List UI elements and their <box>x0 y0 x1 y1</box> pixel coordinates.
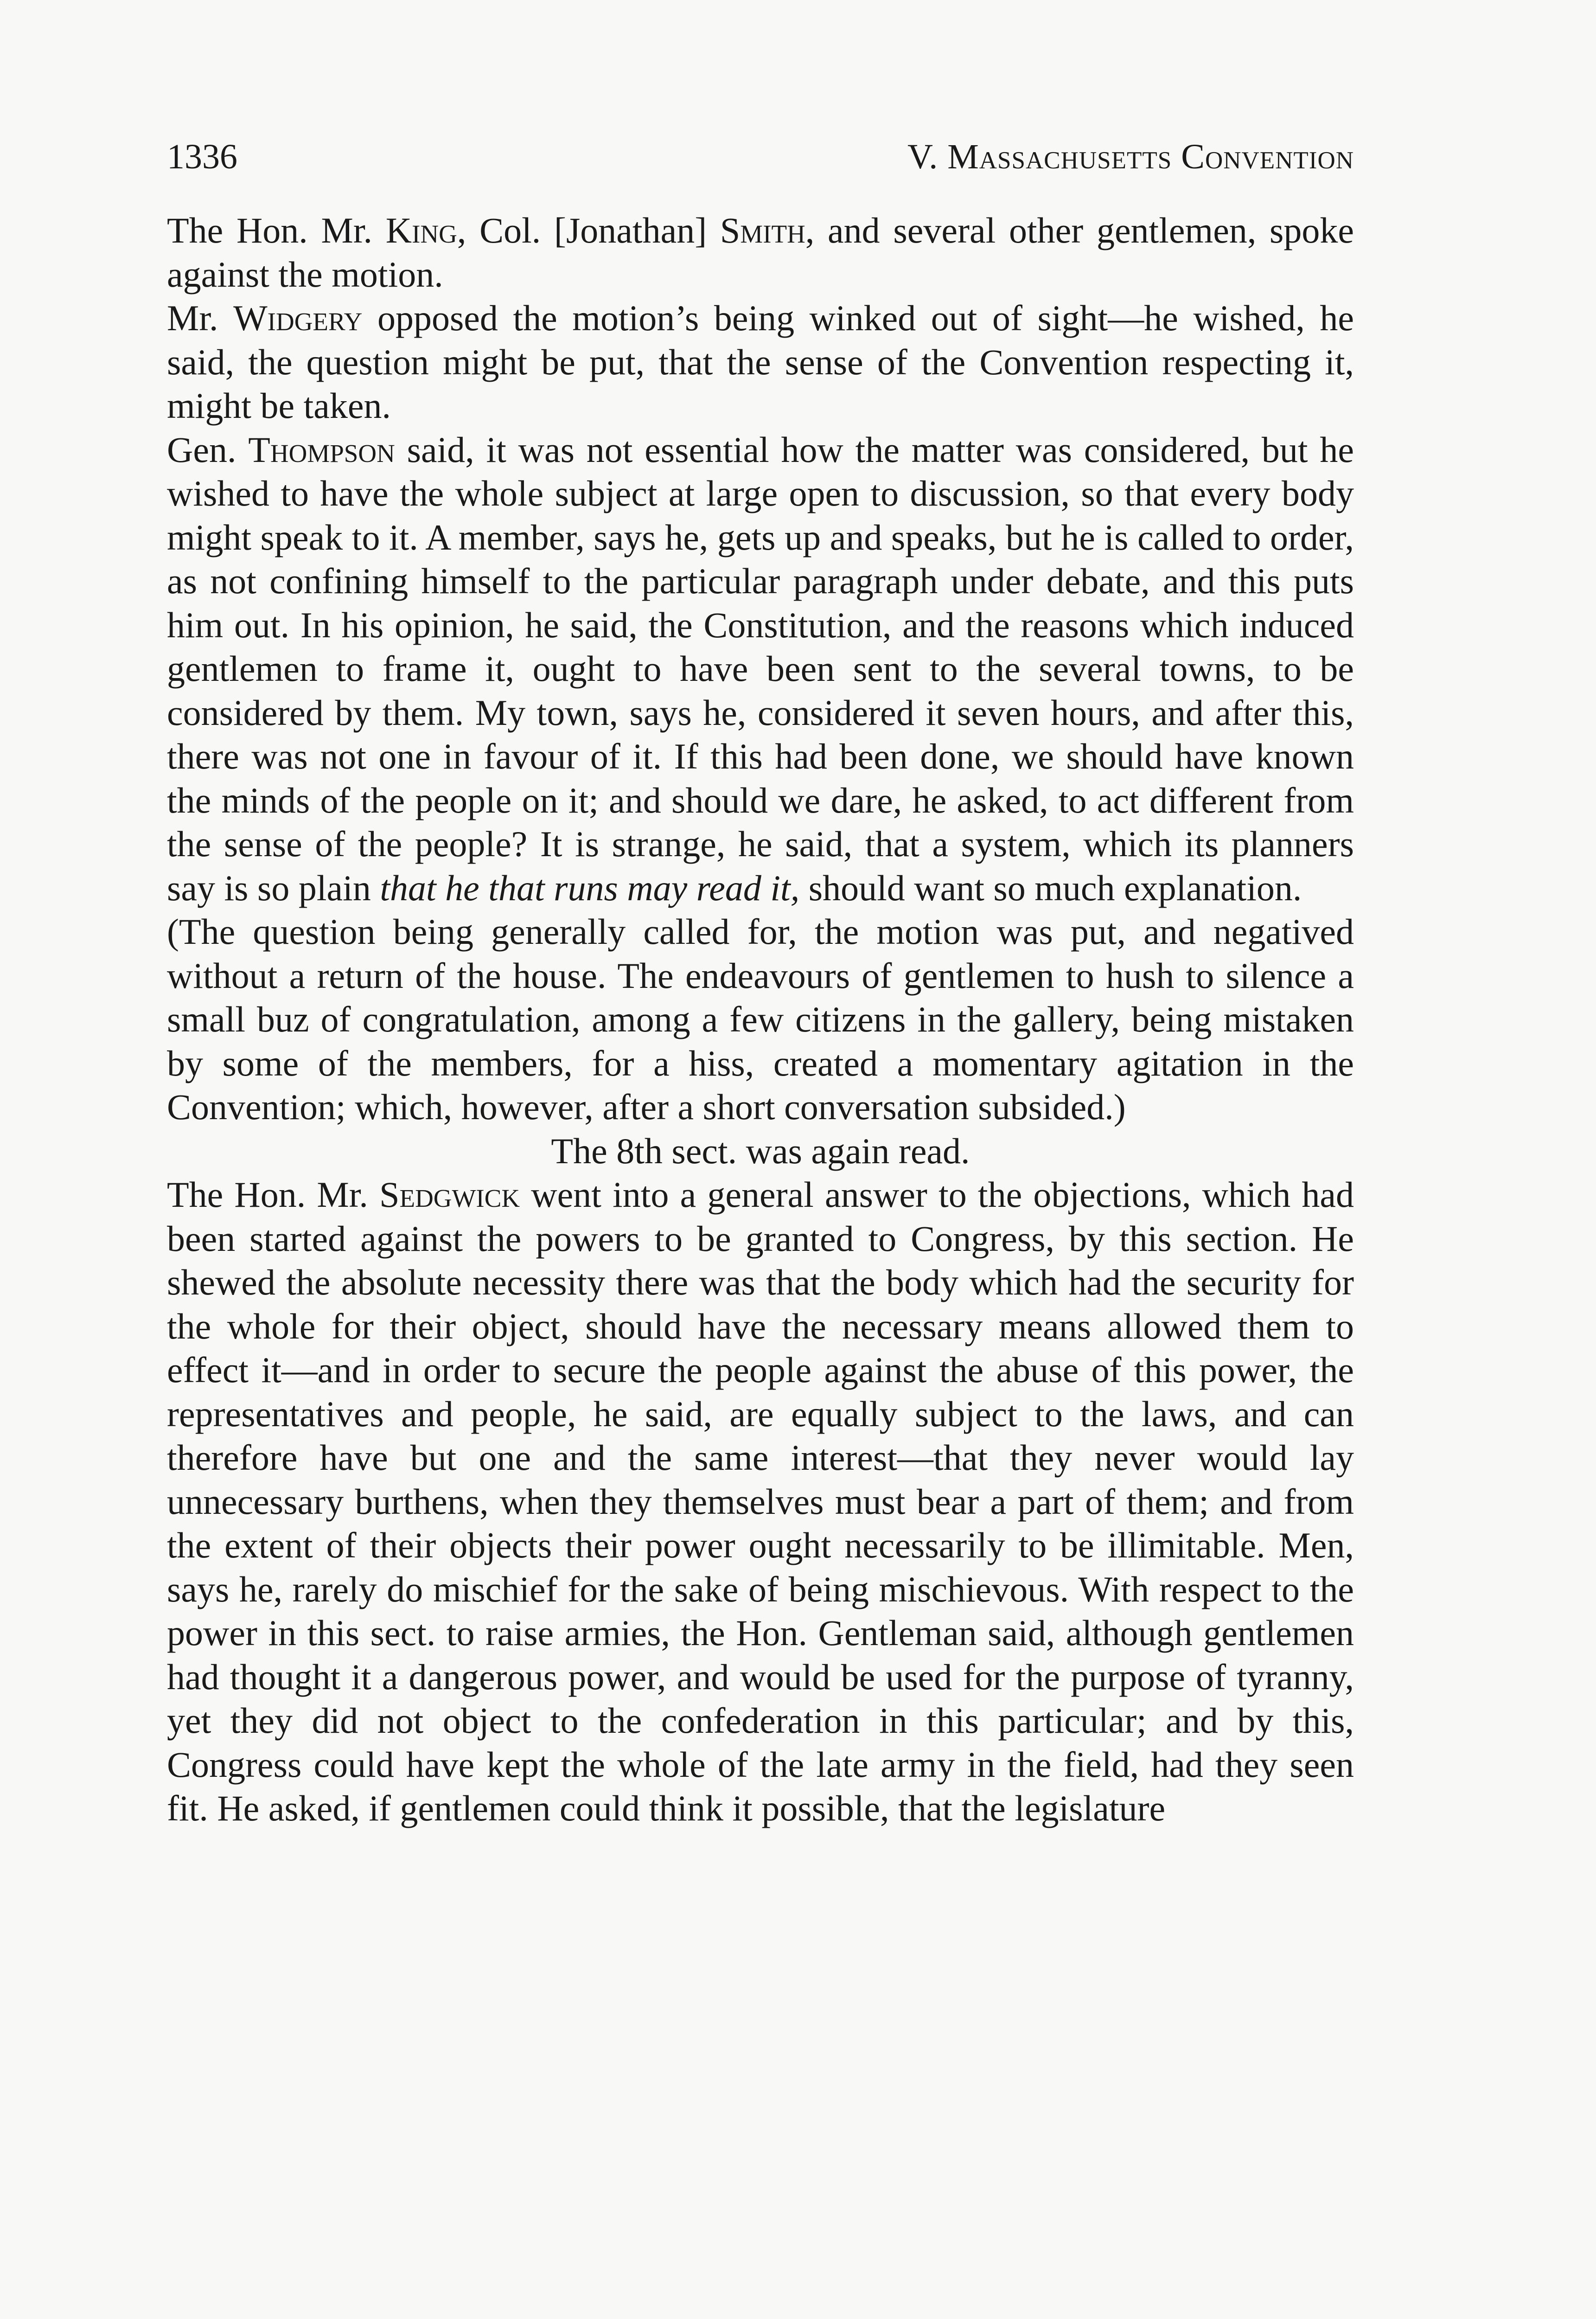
body-text <box>167 209 1354 1831</box>
text-run: said, it was not essential how the matter was considered, but he wished to have the whole subject at large open to discussion, so that every body might speak to it. A member, says he, gets up and speaks, but he is called to order, as not confining himself to the particular paragraph under debate, and this puts him out. In his opinion, he said, the Constitution, and the reasons which induced gentlemen to frame it, ought to have been sent to the several towns, to be considered by them. My town, says he, considered it seven hours, and after this, there was not one in favour of it. If this had been done, we should have known the minds of the people on it; and should we dare, he asked, to act different from the sense of the people? It is strange, he said, that a system, which its planners say is so plain <box>167 429 1354 908</box>
paragraph-question-note: (The question being generally called for, the motion was put, and negatived without a return of the house. The endeavours of gentlemen to hush to silence a small buz of congratulation, among a few citizens in the gallery, being mistaken by some of the members, for a hiss, created a momentary agitation in the Convention; which, however, after a short conversation subsided.) <box>167 911 1354 1127</box>
text-run: Gen. <box>167 429 249 470</box>
book-page <box>167 139 1354 1831</box>
text-run: opposed the motion’s being winked out of sight—he wished, he said, the question might be put, that the sense of the Convention respecting it, might be taken. <box>167 298 1354 426</box>
speaker-name: Widgery <box>233 298 363 338</box>
running-head <box>167 139 1354 209</box>
text-run: should want so much explanation. <box>799 867 1302 908</box>
speaker-name: Smith <box>720 210 805 250</box>
paragraph-widgery <box>167 296 1354 428</box>
paragraph-thompson <box>167 428 1354 910</box>
page-number: 1336 <box>167 137 237 176</box>
text-run: , Col. [Jonathan] <box>457 210 720 250</box>
text-run: went into a general answer to the objections, which had been started against the powers to be granted to Congress, by this section. He shewed the absolute necessity there was that the body which had the security for the whole for their object, should have the necessary means allowed them to effect it—and in order to secure the people against the abuse of this power, the representatives and people, he said, are equally subject to the laws, and can therefore have but one and the same interest—that they never would lay unnecessary burthens, when they themselves must bear a part of them; and from the extent of their objects their power ought necessarily to be illimitable. Men, says he, rarely do mischief for the sake of being mischievous. With respect to the power in this sect. to raise armies, the Hon. Gentleman said, although gentlemen had thought it a dangerous power, and would be used for the purpose of tyranny, yet they did not object to the confederation in this particular; and by this, Congress could have kept the whole of the late army in the field, had they seen fit. He asked, if gentlemen could think it possible, that the legislature <box>167 1174 1354 1828</box>
paragraph-sedgwick <box>167 1173 1354 1831</box>
speaker-name: Thompson <box>248 429 395 470</box>
text-run: The Hon. Mr. <box>167 210 386 250</box>
section-read-line: The 8th sect. was again read. <box>551 1130 970 1171</box>
text-run: Mr. <box>167 298 234 338</box>
paragraph-king-smith <box>167 209 1354 296</box>
italic-quote: that he that runs may read it, <box>380 867 800 908</box>
text-run: , and several other gentlemen, spoke against the motion. <box>167 210 1354 295</box>
text-run: The Hon. Mr. <box>167 1174 380 1215</box>
speaker-name: Sedgwick <box>379 1174 520 1215</box>
running-title: V. Massachusetts Convention <box>907 137 1354 176</box>
speaker-name: King <box>385 210 457 250</box>
